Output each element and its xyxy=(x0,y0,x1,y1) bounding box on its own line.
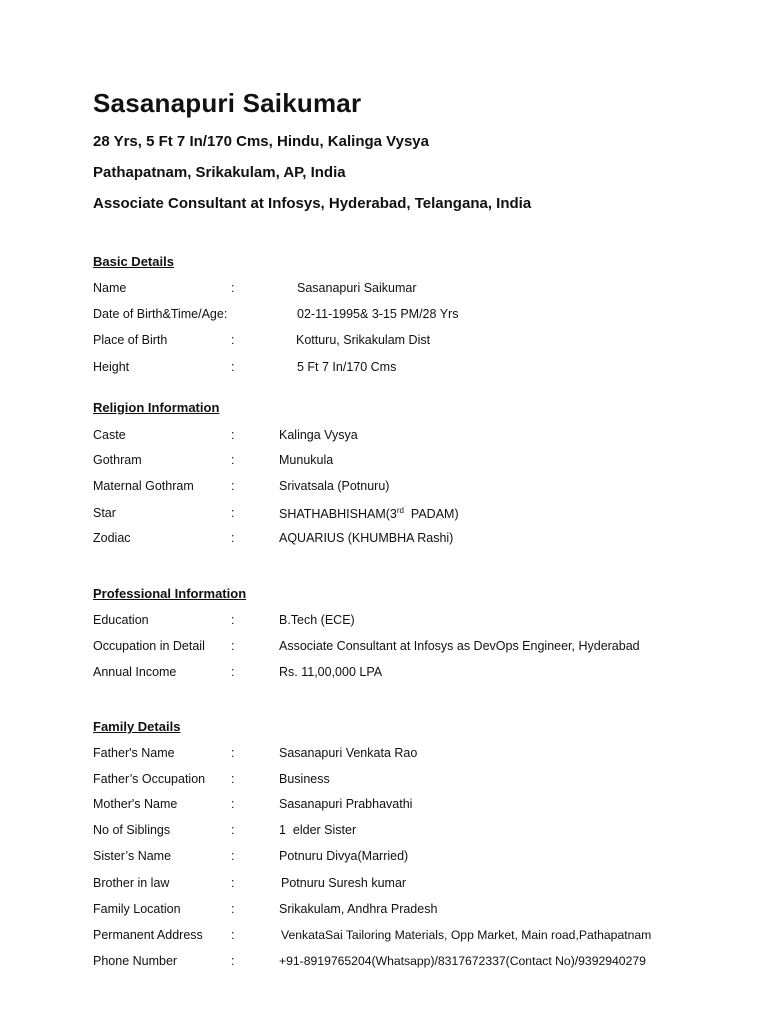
row-value-caste: Kalinga Vysya xyxy=(279,428,358,442)
summary-line-occupation: Associate Consultant at Infosys, Hyderabad, Telangana, India xyxy=(93,195,532,212)
row-label-sisters-name: Sister’s Name xyxy=(93,849,172,863)
row-label-star: Star xyxy=(93,506,116,520)
row-colon: : xyxy=(231,613,235,627)
row-colon: : xyxy=(231,928,235,942)
row-colon: : xyxy=(231,823,235,837)
star-value-text: SHATHABHISHAM(3 xyxy=(279,507,397,522)
row-label-fathers-occupation: Father’s Occupation xyxy=(93,772,206,786)
row-label-caste: Caste xyxy=(93,428,126,442)
row-colon: : xyxy=(231,479,235,493)
section-heading-religion: Religion Information xyxy=(93,400,220,415)
row-value-dob: 02-11-1995& 3-15 PM/28 Yrs xyxy=(297,307,459,321)
row-value-family-location: Srikakulam, Andhra Pradesh xyxy=(279,902,438,916)
row-label-dob: Date of Birth&Time/Age: xyxy=(93,307,228,321)
row-colon: : xyxy=(231,531,235,545)
row-value-phone-number: +91-8919765204(Whatsapp)/8317672337(Contact No)/9392940279 xyxy=(279,954,646,968)
summary-line-age-height-religion: 28 Yrs, 5 Ft 7 In/170 Cms, Hindu, Kalinga Vysya xyxy=(93,133,429,150)
row-colon: : xyxy=(231,849,235,863)
row-colon: : xyxy=(231,876,235,890)
row-colon: : xyxy=(231,639,235,653)
row-value-permanent-address: VenkataSai Tailoring Materials, Opp Market, Main road,Pathapatnam xyxy=(281,928,652,942)
row-label-maternal-gothram: Maternal Gothram xyxy=(93,479,194,493)
row-label-mothers-name: Mother's Name xyxy=(93,797,178,811)
row-colon: : xyxy=(231,797,235,811)
profile-name-title: Sasanapuri Saikumar xyxy=(93,88,362,118)
row-colon: : xyxy=(231,506,235,520)
row-label-zodiac: Zodiac xyxy=(93,531,131,545)
row-label-annual-income: Annual Income xyxy=(93,665,177,679)
row-colon: : xyxy=(231,453,235,467)
row-value-sisters-name: Potnuru Divya(Married) xyxy=(279,849,409,863)
row-colon: : xyxy=(231,281,235,295)
row-colon: : xyxy=(231,333,235,347)
row-value-height: 5 Ft 7 In/170 Cms xyxy=(297,360,397,374)
row-value-star xyxy=(279,506,459,521)
row-colon: : xyxy=(231,902,235,916)
row-label-place-of-birth: Place of Birth xyxy=(93,333,168,347)
star-value-text-end: PADAM) xyxy=(403,507,459,522)
section-heading-professional: Professional Information xyxy=(93,586,247,601)
row-value-annual-income: Rs. 11,00,000 LPA xyxy=(279,665,383,679)
row-value-occupation: Associate Consultant at Infosys as DevOps Engineer, Hyderabad xyxy=(279,639,640,653)
row-label-name: Name xyxy=(93,281,127,295)
section-heading-family: Family Details xyxy=(93,719,181,734)
row-label-gothram: Gothram xyxy=(93,453,142,467)
row-label-education: Education xyxy=(93,613,149,627)
row-value-mothers-name: Sasanapuri Prabhavathi xyxy=(279,797,413,811)
row-value-fathers-name: Sasanapuri Venkata Rao xyxy=(279,746,418,760)
row-value-maternal-gothram: Srivatsala (Potnuru) xyxy=(279,479,390,493)
row-label-height: Height xyxy=(93,360,130,374)
row-label-fathers-name: Father's Name xyxy=(93,746,175,760)
row-value-place-of-birth: Kotturu, Srikakulam Dist xyxy=(296,333,431,347)
row-label-permanent-address: Permanent Address xyxy=(93,928,203,942)
row-label-siblings: No of Siblings xyxy=(93,823,171,837)
row-colon: : xyxy=(231,746,235,760)
row-label-brother-in-law: Brother in law xyxy=(93,876,170,890)
row-colon: : xyxy=(231,772,235,786)
row-colon: : xyxy=(231,954,235,968)
row-value-fathers-occupation: Business xyxy=(279,772,330,786)
row-value-name: Sasanapuri Saikumar xyxy=(297,281,417,295)
row-value-education: B.Tech (ECE) xyxy=(279,613,355,627)
row-label-occupation: Occupation in Detail xyxy=(93,639,205,653)
section-heading-basic-details: Basic Details xyxy=(93,254,174,269)
row-value-zodiac: AQUARIUS (KHUMBHA Rashi) xyxy=(279,531,454,545)
row-colon: : xyxy=(231,360,235,374)
row-value-siblings: 1 elder Sister xyxy=(279,823,357,837)
row-label-family-location: Family Location xyxy=(93,902,181,916)
row-colon: : xyxy=(231,665,235,679)
summary-line-location: Pathapatnam, Srikakulam, AP, India xyxy=(93,164,346,181)
row-colon: : xyxy=(231,428,235,442)
star-value-superscript: rd xyxy=(396,506,404,515)
row-value-brother-in-law: Potnuru Suresh kumar xyxy=(281,876,407,890)
row-value-gothram: Munukula xyxy=(279,453,334,467)
row-label-phone-number: Phone Number xyxy=(93,954,178,968)
